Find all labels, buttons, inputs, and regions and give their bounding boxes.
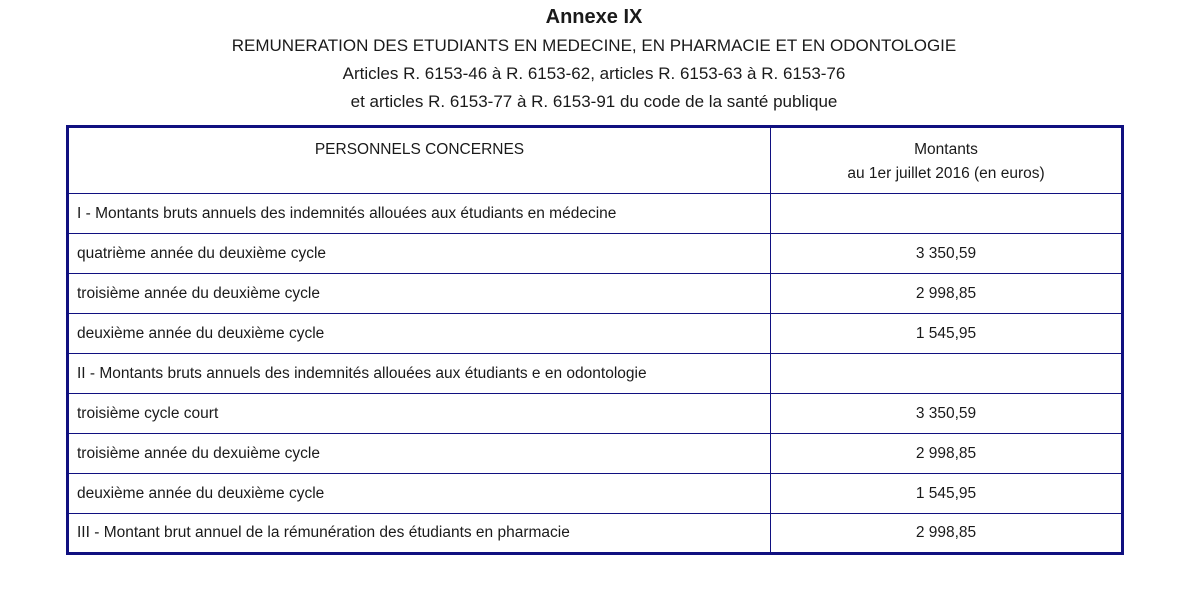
row-label: II - Montants bruts annuels des indemnités allouées aux étudiants e en odontologie — [68, 354, 771, 394]
articles-reference-line: Articles R. 6153-46 à R. 6153-62, articles R. 6153-63 à R. 6153-76 — [342, 64, 846, 83]
row-label: troisième cycle court — [68, 394, 771, 434]
row-amount — [770, 354, 1122, 394]
section-row-pharmacie — [68, 514, 1123, 554]
row-label: troisième année du deuxième cycle — [68, 274, 771, 314]
row-amount: 1 545,95 — [770, 474, 1122, 514]
document-subtitle: REMUNERATION DES ETUDIANTS EN MEDECINE, EN PHARMACIE ET EN ODONTOLOGIE — [231, 36, 957, 55]
row-amount: 3 350,59 — [770, 394, 1122, 434]
row-label: deuxième année du deuxième cycle — [68, 314, 771, 354]
row-amount: 2 998,85 — [770, 514, 1122, 554]
row-amount: 2 998,85 — [770, 434, 1122, 474]
table-row — [68, 314, 1123, 354]
table-row — [68, 474, 1123, 514]
table-row — [68, 234, 1123, 274]
row-label: III - Montant brut annuel de la rémunération des étudiants en pharmacie — [68, 514, 771, 554]
table-row — [68, 394, 1123, 434]
header-amount — [770, 127, 1122, 194]
code-reference-line: et articles R. 6153-77 à R. 6153-91 du code de la santé publique — [350, 92, 838, 111]
document-title: Annexe IX — [545, 6, 643, 28]
section-row-odontologie — [68, 354, 1123, 394]
row-label: troisième année du dexuième cycle — [68, 434, 771, 474]
section-row-medecine — [68, 194, 1123, 234]
row-label: deuxième année du deuxième cycle — [68, 474, 771, 514]
header-amount-title: Montants — [914, 141, 978, 158]
row-label: quatrième année du deuxième cycle — [68, 234, 771, 274]
row-amount: 1 545,95 — [770, 314, 1122, 354]
row-amount — [770, 194, 1122, 234]
remuneration-table — [66, 125, 1124, 555]
header-amount-date: au 1er juillet 2016 (en euros) — [847, 165, 1045, 182]
row-amount: 3 350,59 — [770, 234, 1122, 274]
row-label: I - Montants bruts annuels des indemnités allouées aux étudiants en médecine — [68, 194, 771, 234]
row-amount: 2 998,85 — [770, 274, 1122, 314]
table-row — [68, 274, 1123, 314]
header-personnel: PERSONNELS CONCERNES — [68, 127, 771, 194]
table-header-row — [68, 127, 1123, 194]
table-row — [68, 434, 1123, 474]
